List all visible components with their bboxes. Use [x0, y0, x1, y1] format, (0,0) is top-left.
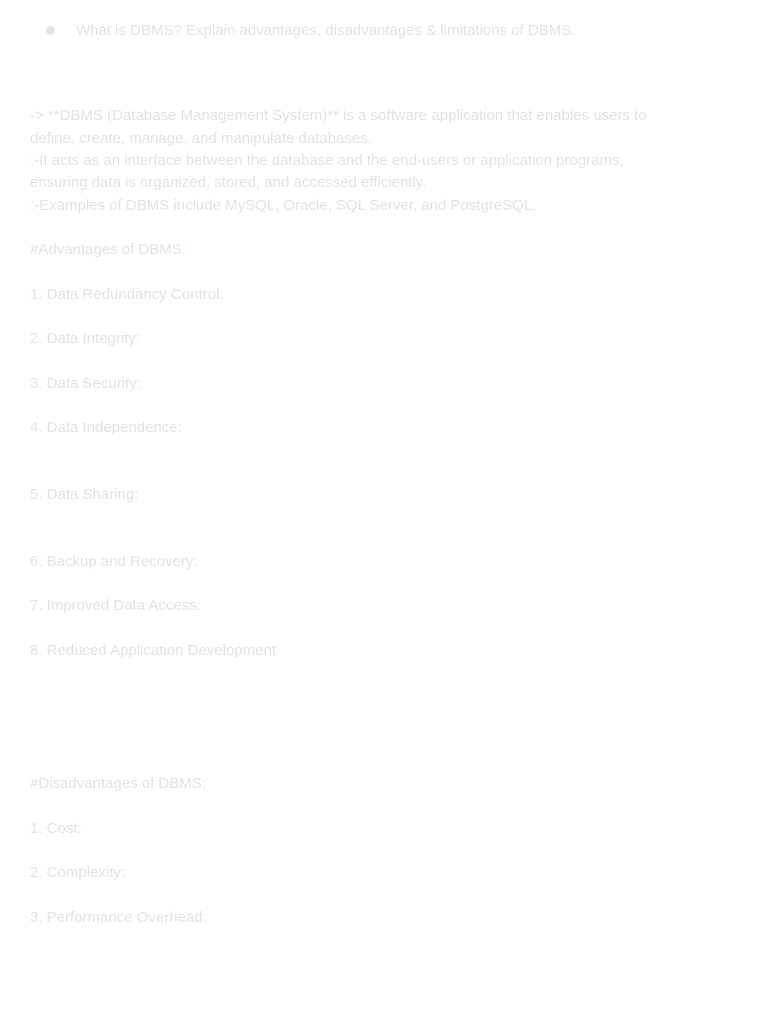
advantage-item: 8. Reduced Application Development	[30, 642, 276, 659]
disadvantage-item: 1. Cost:	[30, 820, 82, 837]
intro-line-4: ensuring data is organized, stored, and accessed efficiently.	[30, 174, 427, 191]
intro-line-3: :-It acts as an interface between the database and the end-users or application programs,	[30, 152, 624, 169]
advantage-item: 2. Data Integrity:	[30, 330, 141, 347]
question-text: What is DBMS? Explain advantages, disadvantages & limitations of DBMS.	[76, 21, 576, 39]
advantage-item: 7. Improved Data Access:	[30, 597, 201, 614]
advantage-item: 1. Data Redundancy Control:	[30, 286, 224, 303]
disadvantage-item: 3. Performance Overhead:	[30, 909, 207, 926]
advantage-item: 6. Backup and Recovery:	[30, 553, 198, 570]
question-bullet-item	[46, 19, 575, 41]
disadvantages-heading: #Disadvantages of DBMS:	[30, 775, 206, 792]
bullet-dot-icon	[46, 26, 55, 35]
intro-line-1: -> **DBMS (Database Management System)** is a software application that enables users to	[30, 107, 647, 124]
advantages-heading: #Advantages of DBMS:	[30, 241, 186, 258]
advantage-item: 3. Data Security:	[30, 375, 141, 392]
intro-line-5: :-Examples of DBMS include MySQL, Oracle, SQL Server, and PostgreSQL.	[30, 197, 537, 214]
advantage-item: 4. Data Independence:	[30, 419, 182, 436]
advantage-item: 5. Data Sharing:	[30, 486, 139, 503]
disadvantage-item: 2. Complexity:	[30, 864, 126, 881]
intro-line-2: define, create, manage, and manipulate databases.	[30, 130, 372, 147]
